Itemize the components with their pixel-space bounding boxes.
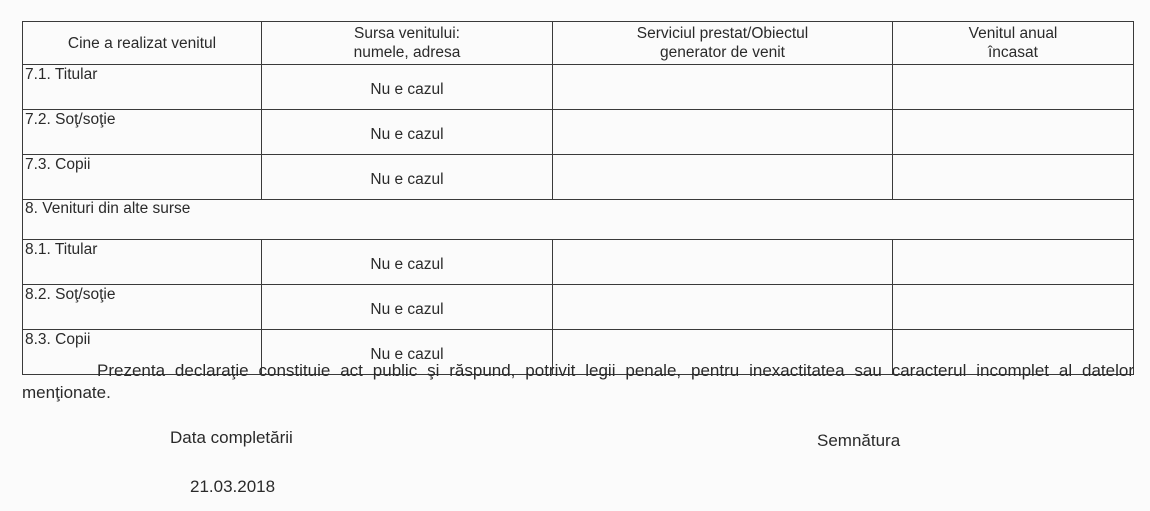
row-source: Nu e cazul	[262, 155, 553, 200]
row-income	[893, 285, 1134, 330]
row-income	[893, 240, 1134, 285]
row-service	[553, 155, 893, 200]
income-declaration-table	[22, 21, 1134, 375]
row-label: 7.1. Titular	[23, 65, 262, 110]
table-row	[23, 285, 1134, 330]
section-header-row	[23, 200, 1134, 240]
table-row	[23, 155, 1134, 200]
table-row	[23, 110, 1134, 155]
header-income-source: Sursa venitului: numele, adresa	[262, 22, 553, 65]
row-label: 8.3. Copii	[23, 330, 262, 375]
row-label: 8.2. Soţ/soţie	[23, 285, 262, 330]
row-label: 7.3. Copii	[23, 155, 262, 200]
signature-label: Semnătura	[817, 431, 901, 450]
table-header-row	[23, 22, 1134, 65]
row-source: Nu e cazul	[262, 240, 553, 285]
row-income	[893, 155, 1134, 200]
row-source: Nu e cazul	[262, 65, 553, 110]
table-row	[23, 65, 1134, 110]
row-source: Nu e cazul	[262, 330, 553, 375]
table-row	[23, 240, 1134, 285]
header-service-provided: Serviciul prestat/Obiectul generator de venit	[553, 22, 893, 65]
header-who-earned: Cine a realizat venitul	[23, 22, 262, 65]
row-label: 7.2. Soţ/soţie	[23, 110, 262, 155]
row-service	[553, 65, 893, 110]
row-source: Nu e cazul	[262, 110, 553, 155]
completion-date: 21.03.2018	[190, 477, 276, 496]
row-label: 8.1. Titular	[23, 240, 262, 285]
legal-statement: Prezenta declaraţie constituie act public şi răspund, potrivit legii penale, pentru inexactitatea sau caracterul incomplet al datelor menţionate.	[22, 361, 1134, 402]
row-service	[553, 285, 893, 330]
row-service	[553, 240, 893, 285]
header-annual-income: Venitul anual încasat	[893, 22, 1134, 65]
row-income	[893, 110, 1134, 155]
row-income	[893, 65, 1134, 110]
date-label: Data completării	[170, 428, 293, 447]
row-source: Nu e cazul	[262, 285, 553, 330]
section-8-title: 8. Venituri din alte surse	[23, 200, 1134, 240]
row-service	[553, 110, 893, 155]
